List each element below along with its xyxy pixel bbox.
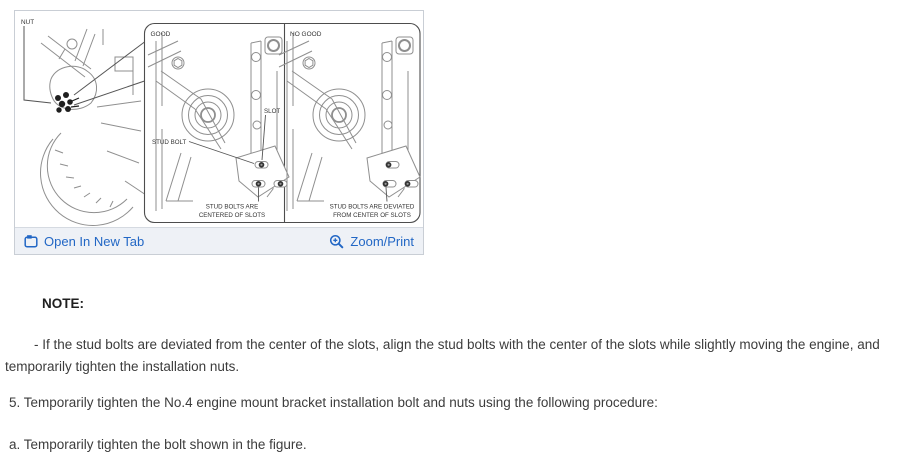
note-bullet-text: - If the stud bolts are deviated from the center of the slots, align the stud bolts with the center of the slots while slightly moving the engine, and temporarily tighten the installation nuts. <box>5 337 880 374</box>
figure-toolbar <box>15 227 423 254</box>
nut-cluster-art <box>55 92 73 113</box>
svg-text:STUD BOLTS ARE DEVIATED: STUD BOLTS ARE DEVIATED <box>329 203 415 211</box>
callout-line-bottom <box>74 81 145 105</box>
no-good-panel-label: NO GOOD <box>290 31 322 38</box>
figure-card <box>14 10 424 255</box>
stud-bolt-label: STUD BOLT <box>152 139 187 146</box>
step-5-text: 5. Temporarily tighten the No.4 engine mount bracket installation bolt and nuts using the following procedure: <box>9 395 658 410</box>
zoom-in-icon <box>329 234 344 249</box>
engine-overview-art <box>41 29 149 225</box>
nut-label: NUT <box>21 19 35 26</box>
callout-line-top <box>74 42 145 95</box>
open-in-new-tab-link[interactable] <box>24 234 144 248</box>
step-a-text: a. Temporarily tighten the bolt shown in the figure. <box>9 437 307 452</box>
svg-text:CENTERED OF SLOTS: CENTERED OF SLOTS <box>198 212 266 219</box>
svg-text:STUD BOLTS ARE: STUD BOLTS ARE <box>205 203 259 211</box>
figure-image <box>15 11 423 227</box>
open-in-new-tab-icon <box>24 234 38 248</box>
open-in-new-tab-label: Open In New Tab <box>44 233 145 249</box>
zoom-print-link[interactable] <box>329 234 414 249</box>
zoom-print-label: Zoom/Print <box>350 233 414 249</box>
engine-mount-diagram <box>15 11 423 227</box>
note-heading: NOTE: <box>42 296 84 311</box>
good-panel-label: GOOD <box>150 31 171 38</box>
slot-label: SLOT <box>264 108 281 115</box>
svg-text:FROM CENTER OF SLOTS: FROM CENTER OF SLOTS <box>333 212 411 219</box>
